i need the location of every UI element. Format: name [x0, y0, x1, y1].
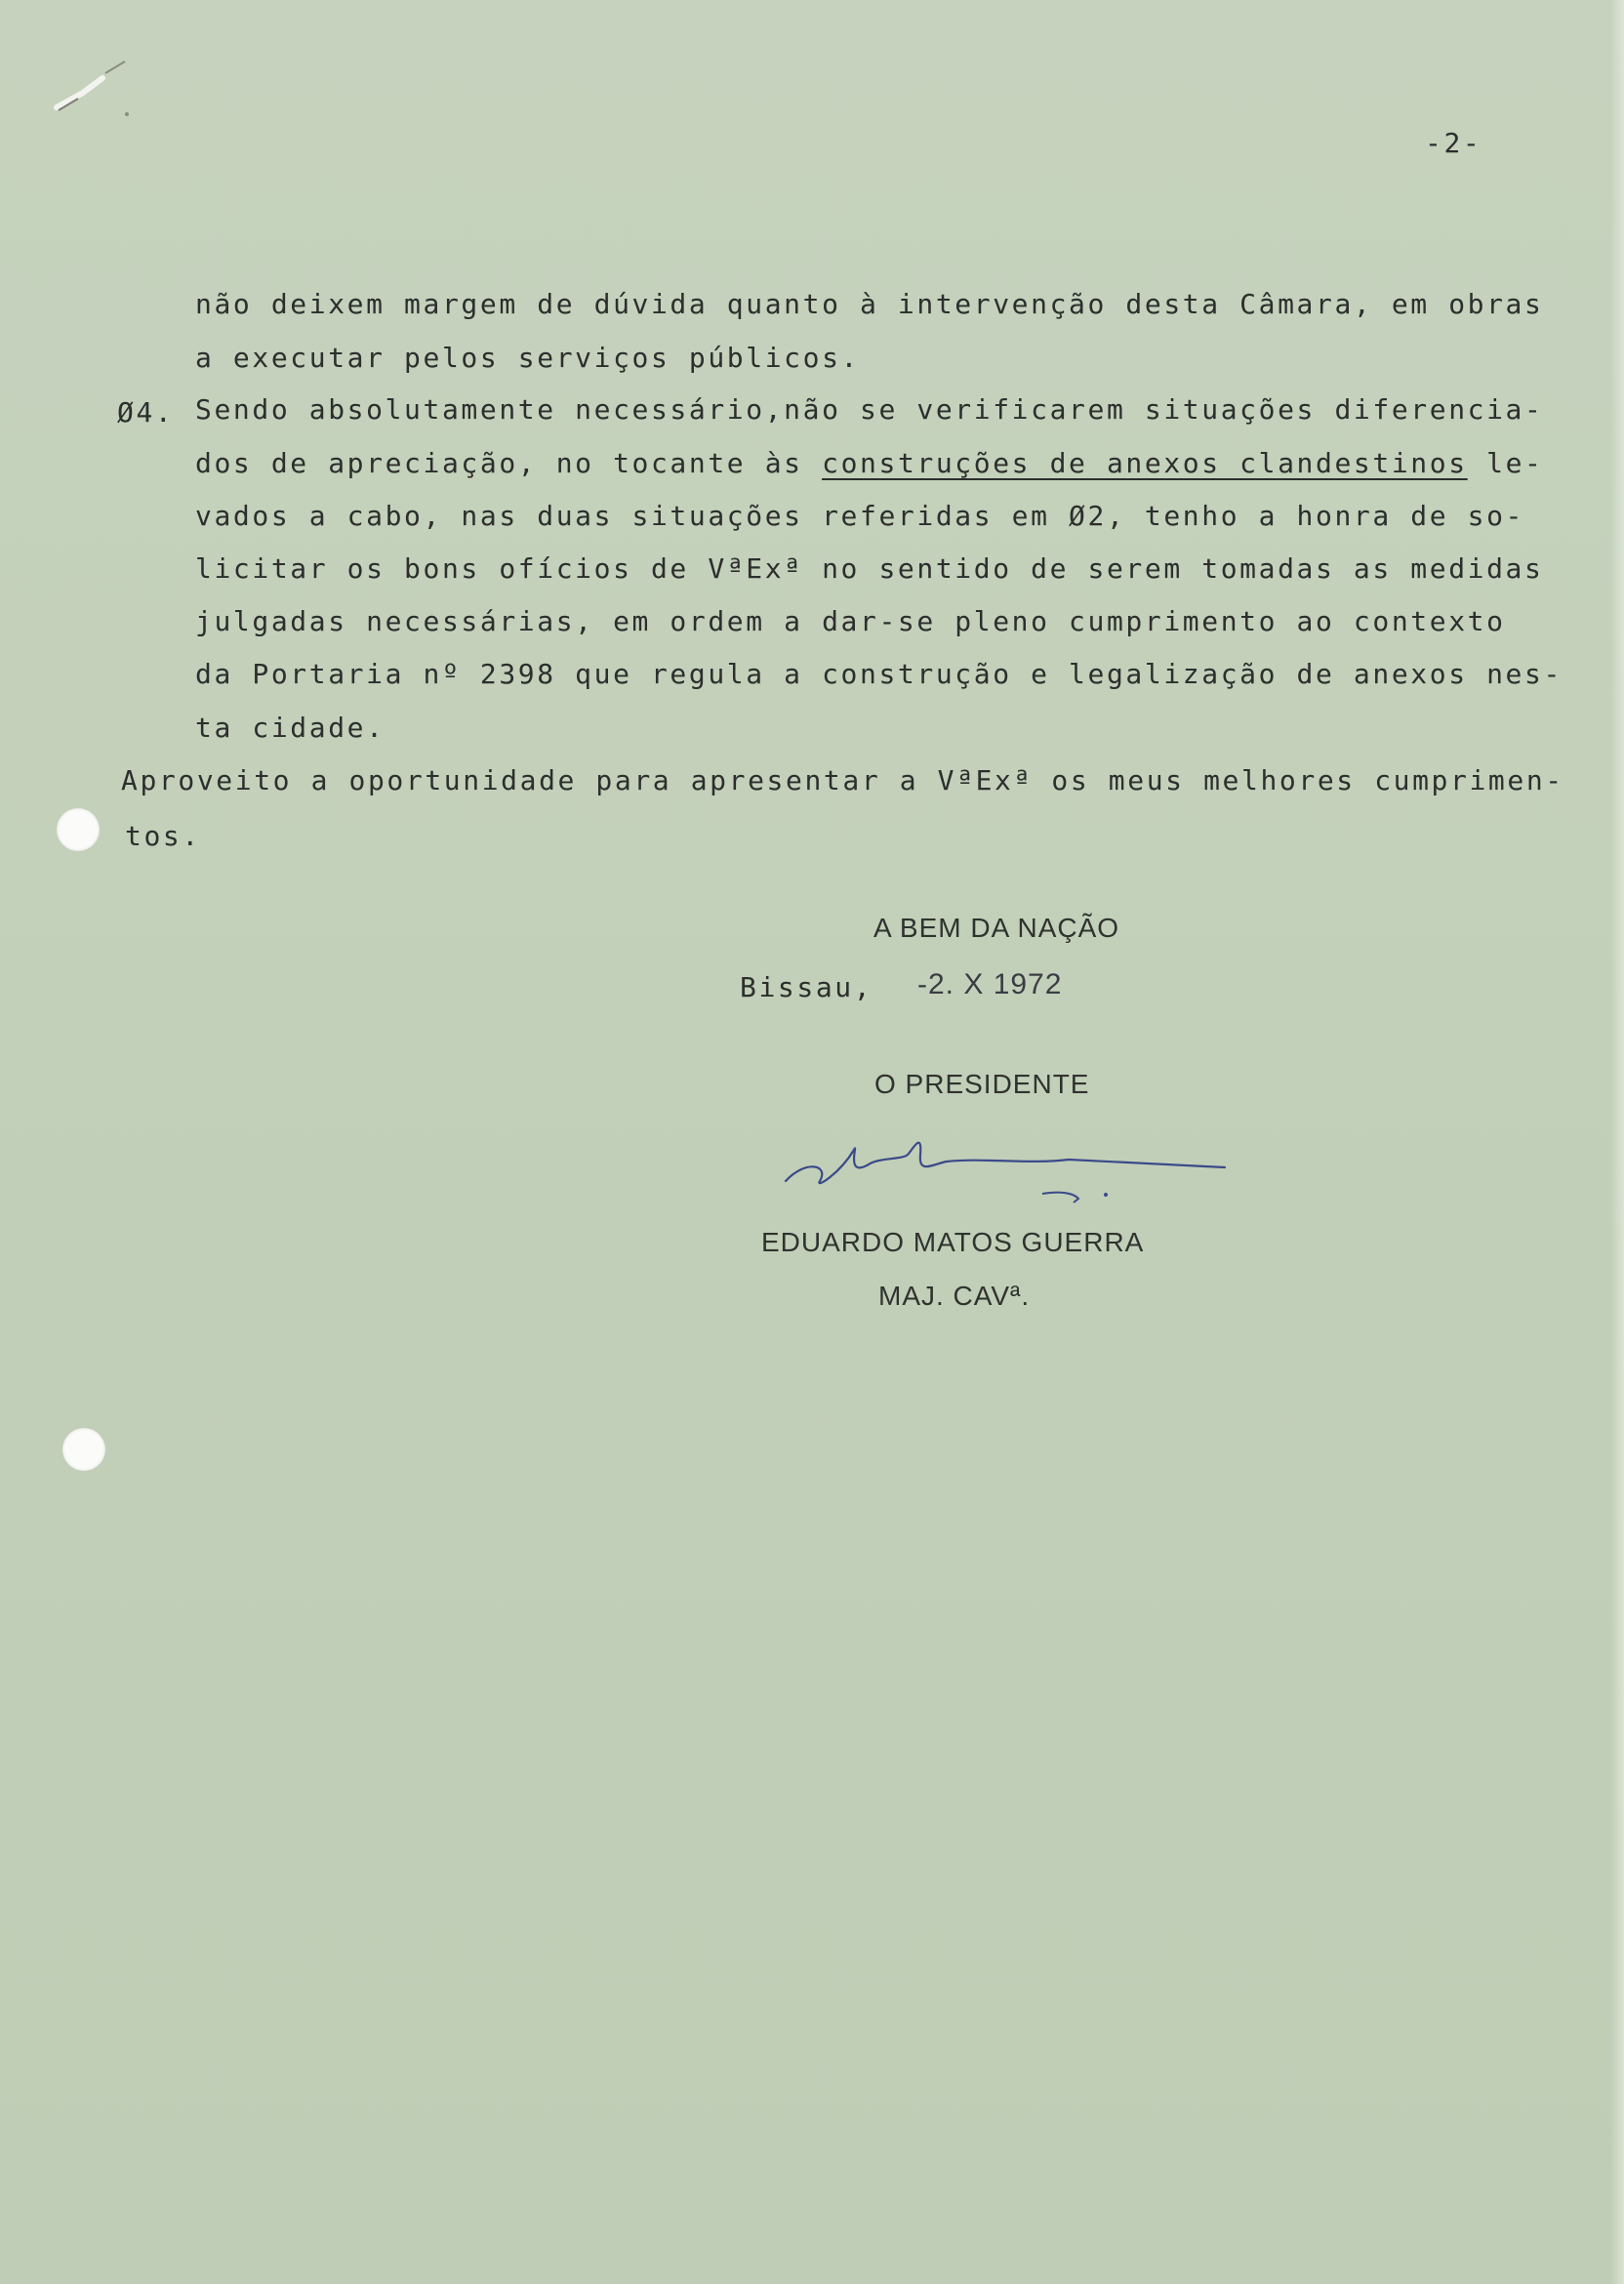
underlined-text: construções de anexos clandestinos — [822, 447, 1468, 479]
handwritten-date: -2. X 1972 — [917, 968, 1063, 1000]
body-line: a executar pelos serviços públicos. — [195, 342, 861, 374]
body-line: julgadas necessárias, em ordem a dar-se pleno cumprimento ao contexto — [195, 605, 1506, 637]
signatory-title: O PRESIDENTE — [874, 1069, 1090, 1099]
place: Bissau, — [740, 971, 873, 1003]
body-line: da Portaria nº 2398 que regula a construção e legalização de anexos nes- — [195, 658, 1563, 690]
signatory-rank: MAJ. CAVª. — [878, 1281, 1031, 1311]
body-line: licitar os bons ofícios de VªExª no sentido de serem tomadas as medidas — [195, 552, 1544, 585]
staple-mark-icon — [49, 54, 137, 122]
closing-line: Aproveito a oportunidade para apresentar a VªExª os meus melhores cumprimen- — [121, 764, 1564, 796]
body-line — [195, 447, 1544, 480]
signatory-name: EDUARDO MATOS GUERRA — [761, 1227, 1145, 1257]
paper-edge — [1610, 0, 1624, 2284]
body-text: dos de apreciação, no tocante às — [195, 447, 823, 479]
page-number: -2- — [1425, 127, 1482, 159]
item-number: Ø4. — [117, 396, 175, 428]
body-line: Sendo absolutamente necessário,não se verificarem situações diferencia- — [195, 393, 1544, 426]
signature — [776, 1121, 1235, 1228]
body-line: vados a cabo, nas duas situações referidas em Ø2, tenho a honra de so- — [195, 500, 1525, 532]
body-line: não deixem margem de dúvida quanto à intervenção desta Câmara, em obras — [195, 288, 1544, 320]
punch-hole-top — [57, 808, 100, 851]
closing-line: tos. — [125, 820, 201, 852]
body-text: le- — [1467, 447, 1544, 479]
punch-hole-bottom — [62, 1428, 105, 1471]
motto: A BEM DA NAÇÃO — [873, 913, 1120, 943]
body-line: ta cidade. — [195, 712, 386, 744]
